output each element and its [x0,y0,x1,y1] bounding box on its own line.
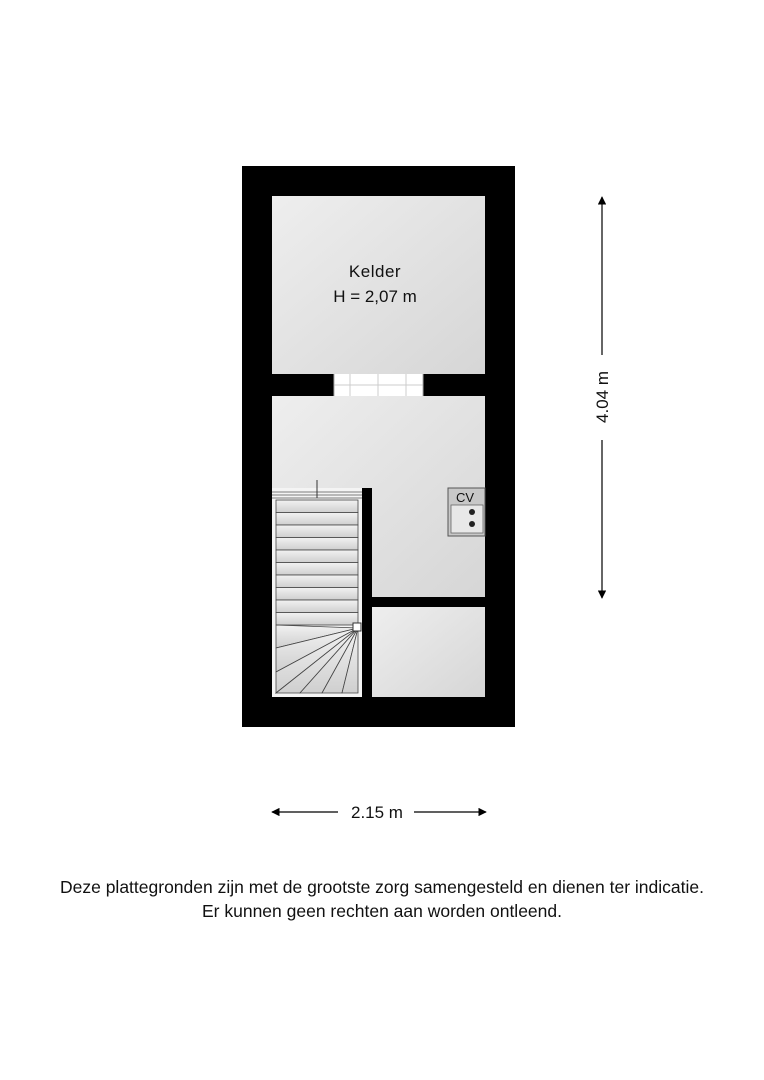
cv-unit [448,488,485,536]
cv-dial-icon [469,521,475,527]
stair-wall [362,488,372,697]
disclaimer-line-1: Deze plattegronden zijn met de grootste zorg samengesteld en dienen ter indicatie. [59,877,704,897]
stair-step [276,525,358,538]
newel-post [353,623,361,631]
storage-wall [362,597,485,607]
stair-step [276,550,358,563]
cv-dial-icon [469,509,475,515]
width-dimension [272,803,486,822]
room-name-label: Kelder [348,262,402,281]
room-storage [372,607,485,697]
staircase [272,480,362,697]
stair-step [276,538,358,551]
disclaimer-line-2: Er kunnen geen rechten aan worden ontleend. [202,901,562,921]
stair-step [276,500,358,513]
depth-dimension [593,197,612,598]
stair-step [276,600,358,613]
depth-dimension-label: 4.04 m [593,371,612,423]
stair-step [276,513,358,526]
stair-step [276,575,358,588]
stair-step [276,613,358,626]
room-kelder [272,196,485,374]
width-dimension-label: 2.15 m [351,803,403,822]
stair-step [276,563,358,576]
stair-step [276,588,358,601]
room-height-label: H = 2,07 m [333,287,417,306]
cv-label: CV [456,490,475,505]
